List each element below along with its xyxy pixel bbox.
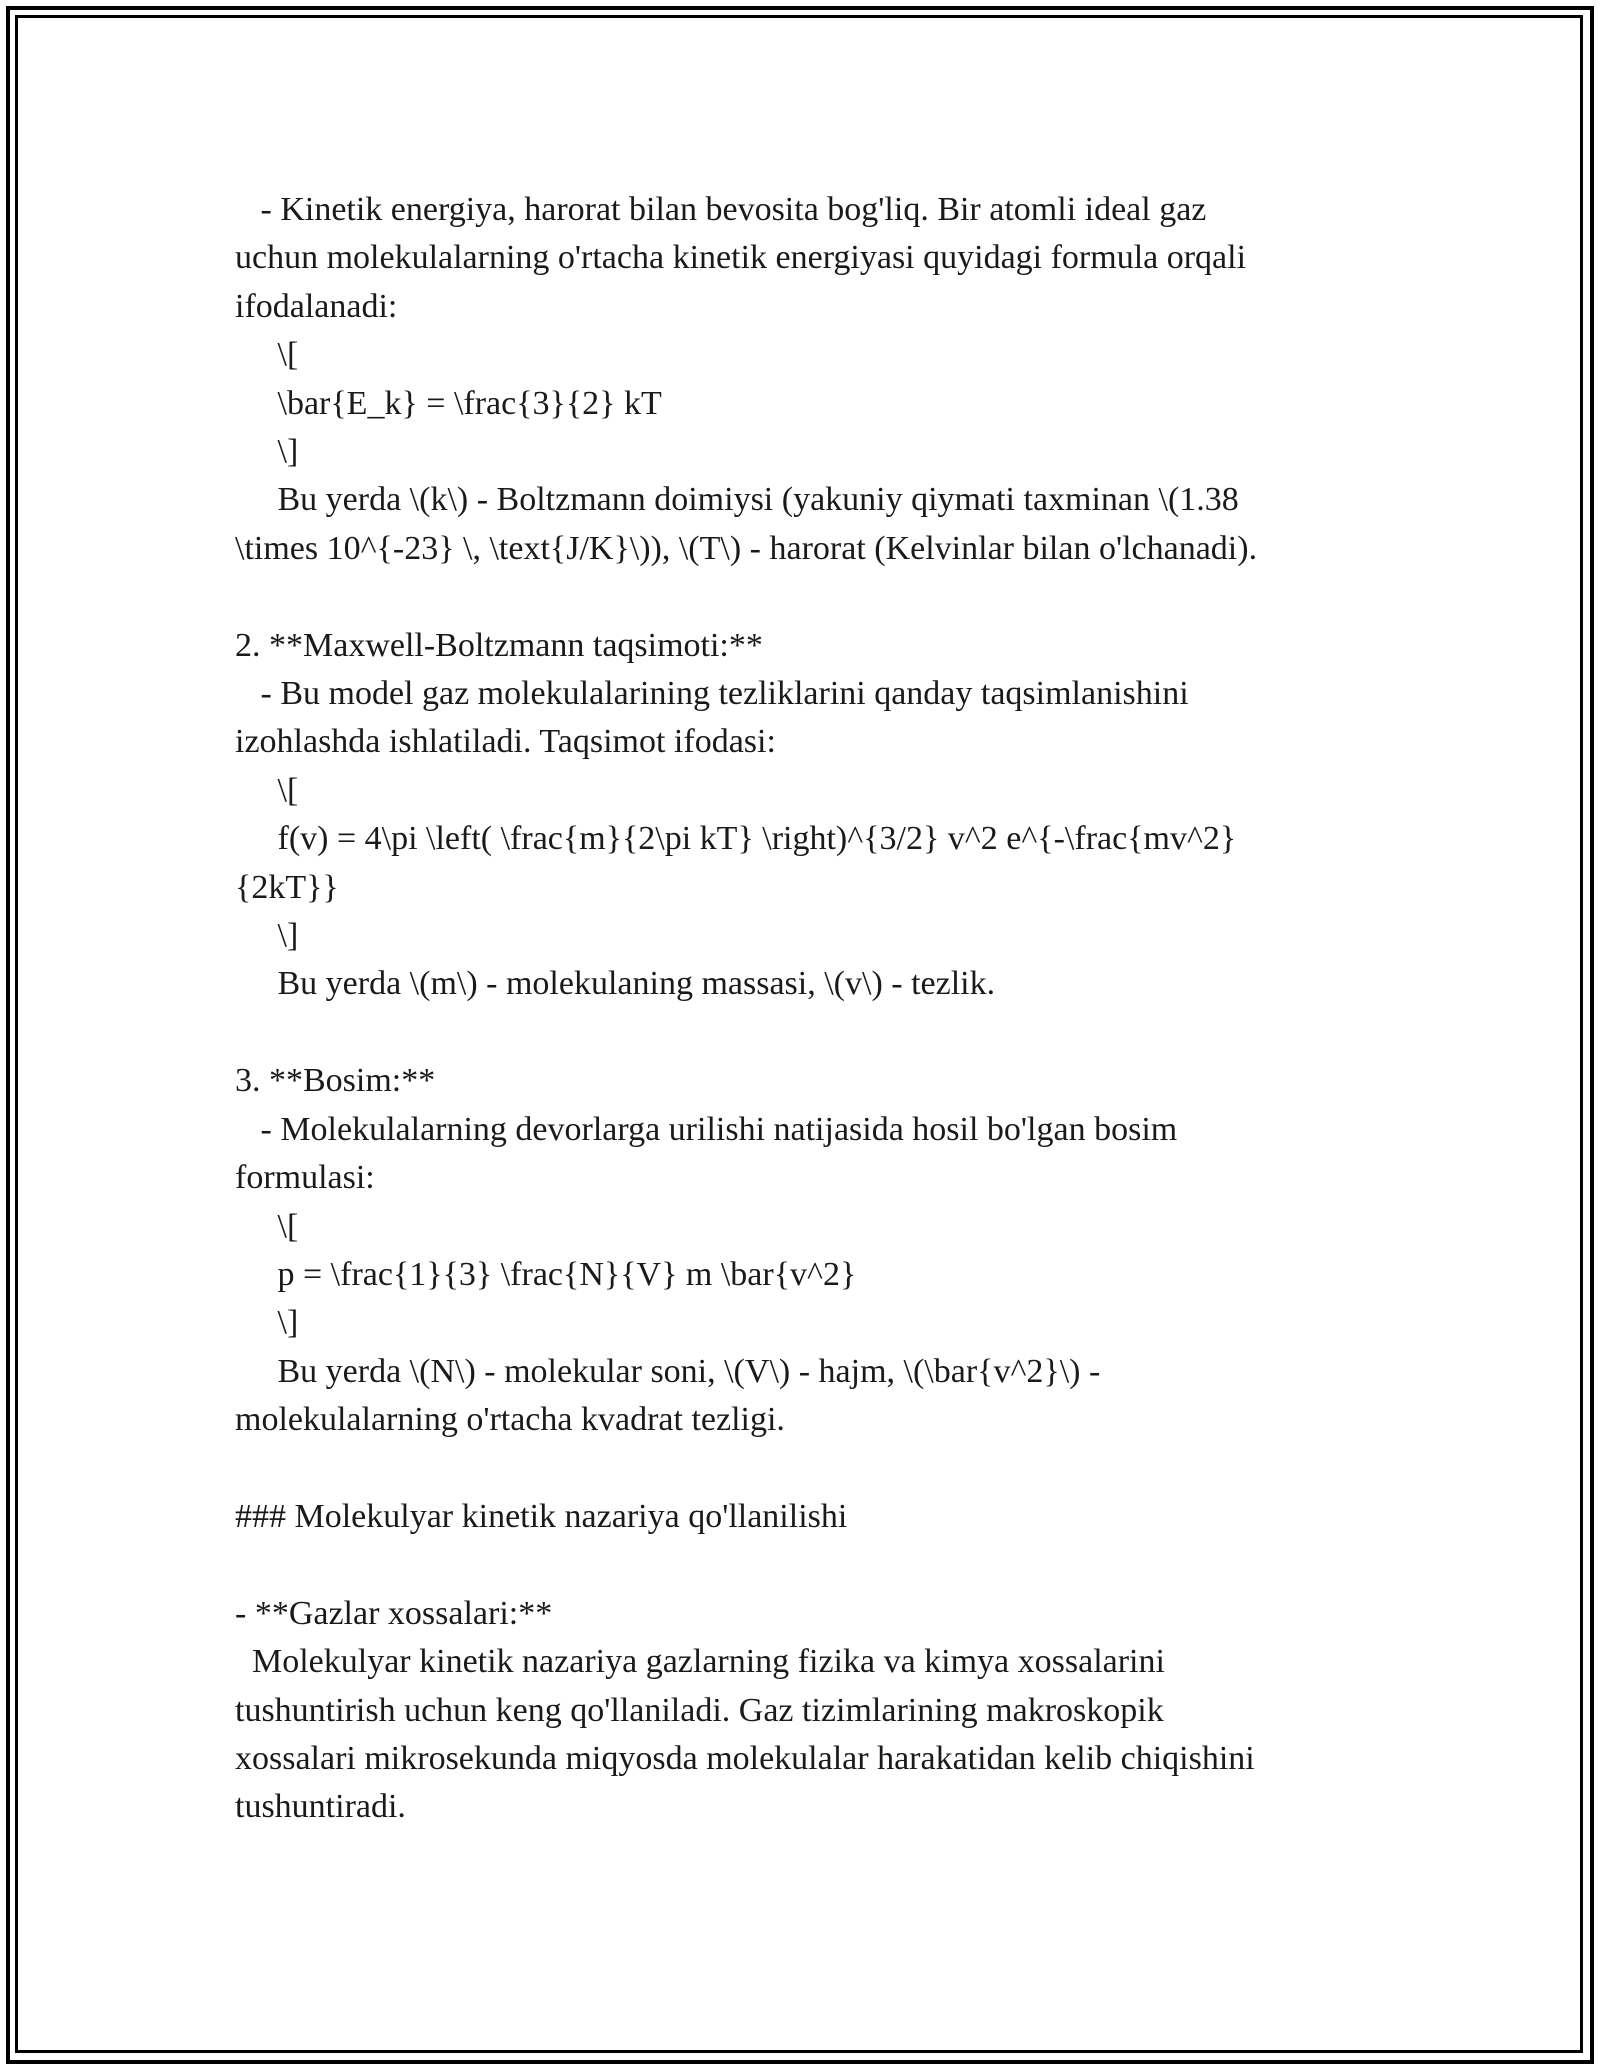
formula-line: \[ <box>235 1207 299 1245</box>
formula-line: \[ <box>235 336 299 374</box>
section-heading: 3. **Bosim:** <box>235 1062 436 1100</box>
text-line: - Bu model gaz molekulalarining tezliklarini qanday taqsimlanishini <box>235 675 1189 713</box>
text-line: uchun molekulalarning o'rtacha kinetik energiyasi quyidagi formula orqali <box>235 239 1247 277</box>
text-line: tushuntiradi. <box>235 1788 406 1826</box>
text-line: formulasi: <box>235 1159 375 1197</box>
document-body <box>235 186 1365 1832</box>
text-line: - Molekulalarning devorlarga urilishi natijasida hosil bo'lgan bosim <box>235 1110 1178 1148</box>
blank-line <box>235 1541 1365 1589</box>
text-line: molekulalarning o'rtacha kvadrat tezligi. <box>235 1401 785 1439</box>
text-line: Bu yerda \(k\) - Boltzmann doimiysi (yakuniy qiymati taxminan \(1.38 <box>235 481 1239 519</box>
text-line: Bu yerda \(m\) - molekulaning massasi, \(v\) - tezlik. <box>235 965 996 1003</box>
text-line: tushuntirish uchun keng qo'llaniladi. Gaz tizimlarining makroskopik <box>235 1691 1164 1729</box>
text-line: - Kinetik energiya, harorat bilan bevosita bog'liq. Bir atomli ideal gaz <box>235 191 1207 228</box>
formula-line: \] <box>235 917 299 955</box>
section-heading: - **Gazlar xossalari:** <box>235 1594 553 1632</box>
text-line: \times 10^{-23} \, \text{J/K}\)), \(T\) - harorat (Kelvinlar bilan o'lchanadi). <box>235 529 1258 567</box>
text-line: ifodalanadi: <box>235 287 398 325</box>
text-line: xossalari mikrosekunda miqyosda molekulalar harakatidan kelib chiqishini <box>235 1739 1255 1777</box>
formula-line: \] <box>235 433 299 471</box>
blank-line <box>235 1445 1365 1493</box>
formula-line: \[ <box>235 771 299 809</box>
formula-line: \bar{E_k} = \frac{3}{2} kT <box>235 384 662 422</box>
formula-line: \] <box>235 1304 299 1342</box>
text-line: izohlashda ishlatiladi. Taqsimot ifodasi: <box>235 723 776 761</box>
text-line: Molekulyar kinetik nazariya gazlarning fizika va kimya xossalarini <box>235 1643 1165 1681</box>
text-line: Bu yerda \(N\) - molekular soni, \(V\) - hajm, \(\bar{v^2}\) - <box>235 1352 1101 1390</box>
formula-line: {2kT}} <box>235 868 339 906</box>
blank-line <box>235 573 1365 621</box>
section-heading: 2. **Maxwell-Boltzmann taqsimoti:** <box>235 626 763 664</box>
formula-line: p = \frac{1}{3} \frac{N}{V} m \bar{v^2} <box>235 1255 857 1293</box>
subsection-heading: ### Molekulyar kinetik nazariya qo'llanilishi <box>235 1497 848 1535</box>
blank-line <box>235 1009 1365 1057</box>
formula-line: f(v) = 4\pi \left( \frac{m}{2\pi kT} \right)^{3/2} v^2 e^{-\frac{mv^2} <box>235 820 1237 858</box>
